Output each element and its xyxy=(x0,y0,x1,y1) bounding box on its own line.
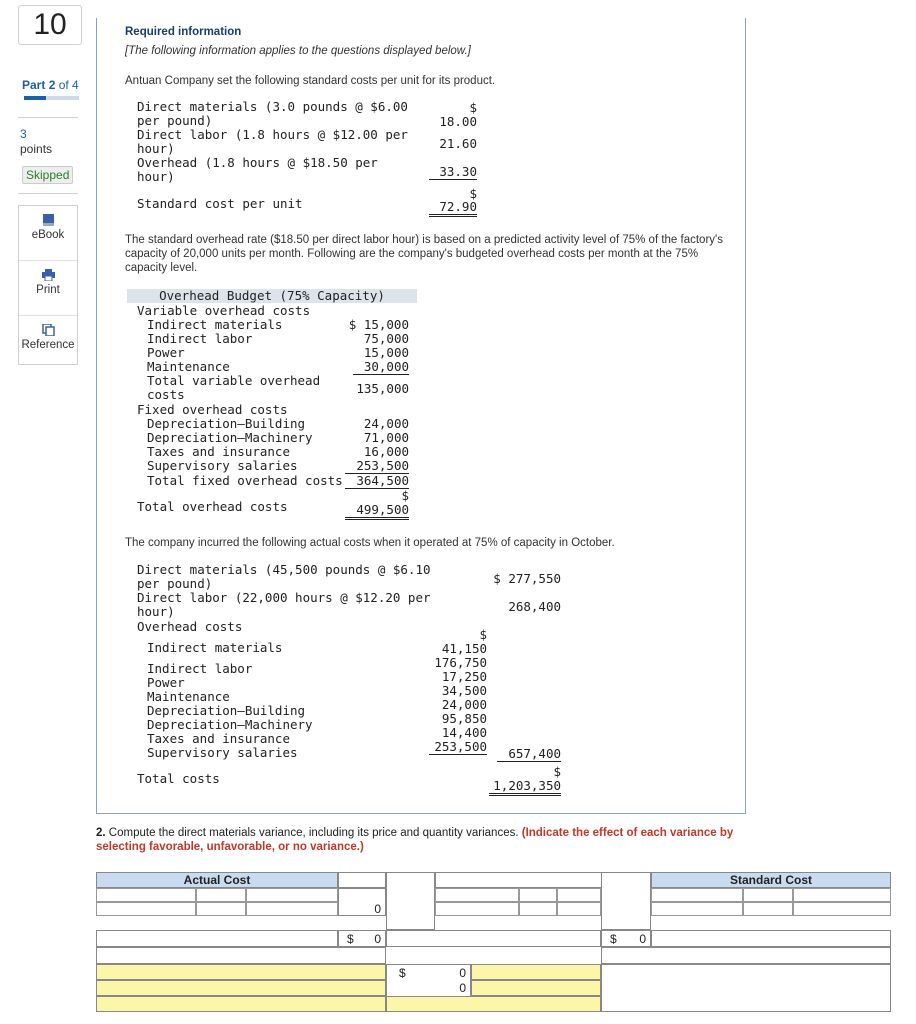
budget-row-value: 253,500 xyxy=(345,458,409,474)
part-current: 2 xyxy=(48,78,56,92)
question-text xyxy=(96,826,756,854)
mid-operator-select[interactable] xyxy=(519,888,557,902)
actual-result-cell xyxy=(338,888,386,916)
actual-dm-value: $ 277,550 xyxy=(493,571,561,586)
actual-dm-label: Direct materials (45,500 pounds @ $6.10 per pound) xyxy=(137,562,431,591)
actual-row-value: 17,250 xyxy=(441,669,487,684)
dollar-sign: $ xyxy=(610,932,617,946)
actual-row-label: Indirect materials xyxy=(147,640,283,655)
budget-row-label: Depreciation—Machinery xyxy=(147,430,313,445)
standard-operator-select[interactable] xyxy=(743,902,793,916)
std-oh-label: Overhead (1.8 hours @ $18.50 per hour) xyxy=(137,155,378,184)
grid-cell xyxy=(96,930,338,947)
actual-row-label: Depreciation—Machinery xyxy=(147,717,313,732)
standard-quantity-input[interactable] xyxy=(651,888,743,902)
points xyxy=(20,127,52,157)
book-icon xyxy=(42,214,55,226)
actual-row-label: Depreciation—Building xyxy=(147,703,306,718)
reference-button[interactable] xyxy=(19,324,77,364)
required-information-box xyxy=(96,18,746,814)
actual-result-value: 0 xyxy=(374,902,381,916)
total-overhead-value: 499,500 xyxy=(345,502,409,520)
std-total-label: Standard cost per unit xyxy=(137,196,303,211)
grid-cell xyxy=(386,930,601,947)
total-fixed-value: 364,500 xyxy=(345,473,409,489)
std-dm-label: Direct materials (3.0 pounds @ $6.00 per pound) xyxy=(137,99,408,128)
overhead-total-value: 657,400 xyxy=(497,746,561,762)
mid-quantity-input[interactable] xyxy=(435,902,519,916)
variable-heading: Variable overhead costs xyxy=(137,303,311,318)
total-overhead-label: Total overhead costs xyxy=(137,499,288,514)
actual-row-value: 176,750 xyxy=(434,655,487,670)
overhead-budget-table xyxy=(127,289,417,519)
actual-row-dollar: $ xyxy=(479,627,487,642)
actual-row-value: 41,150 xyxy=(441,641,487,656)
part-indicator xyxy=(22,78,79,92)
overhead-heading: Overhead costs xyxy=(137,619,243,634)
dollar-sign: $ xyxy=(399,966,406,980)
intro-text: Antuan Company set the following standard costs per unit for its product. xyxy=(125,75,496,87)
grid-cell xyxy=(338,872,386,888)
actual-operator-select[interactable] xyxy=(196,902,246,916)
budget-row-label: Power xyxy=(147,345,185,360)
question-number: 10 xyxy=(18,5,82,45)
points-value: 3 xyxy=(20,127,27,141)
question-instruction: (Indicate the effect of each variance by selecting favorable, unfavorable, or no variance.) xyxy=(96,827,734,853)
quantity-variance-value: 0 xyxy=(459,981,466,995)
actual-quantity-input[interactable] xyxy=(96,888,196,902)
budget-row-label: Taxes and insurance xyxy=(147,444,290,459)
total-fixed-label: Total fixed overhead costs xyxy=(147,473,343,488)
budget-row-label: Indirect labor xyxy=(147,331,253,346)
mid-operator-select[interactable] xyxy=(519,902,557,916)
mid-price-input[interactable] xyxy=(557,902,601,916)
actual-row-label: Taxes and insurance xyxy=(147,731,290,746)
budget-row-value: 24,000 xyxy=(363,416,409,431)
part-progress-bar xyxy=(24,96,79,100)
budget-row-value: 30,000 xyxy=(353,359,409,375)
standard-total-value: 0 xyxy=(639,932,646,946)
quantity-variance-effect-select[interactable] xyxy=(471,980,601,996)
print-button[interactable] xyxy=(19,269,77,316)
actual-row-label: Supervisory salaries xyxy=(147,745,298,760)
divider xyxy=(18,117,78,118)
grid-cell xyxy=(601,947,891,964)
budget-row-value: 16,000 xyxy=(363,444,409,459)
budget-row-value: 15,000 xyxy=(363,345,409,360)
budget-row-label: Maintenance xyxy=(147,359,230,374)
grid-cell xyxy=(96,947,386,964)
fixed-heading: Fixed overhead costs xyxy=(137,402,288,417)
budget-row-label: Indirect materials xyxy=(147,317,283,332)
total-costs-dollar: $ xyxy=(553,764,561,779)
standard-total-cell xyxy=(601,930,651,947)
variance-answer-grid xyxy=(96,872,891,1012)
actual-paragraph: The company incurred the following actual costs when it operated at 75% of capacity in October. xyxy=(125,537,615,549)
ebook-label: eBook xyxy=(31,229,65,241)
actual-cost-header: Actual Cost xyxy=(96,872,338,888)
standard-cost-table xyxy=(137,100,477,215)
total-costs-label: Total costs xyxy=(137,771,220,786)
standard-quantity-input[interactable] xyxy=(651,902,743,916)
ebook-button[interactable] xyxy=(19,214,77,261)
actual-row-label: Indirect labor xyxy=(147,661,253,676)
total-overhead-dollar: $ xyxy=(401,488,409,503)
tool-panel xyxy=(18,205,78,365)
budget-row-value: 75,000 xyxy=(363,331,409,346)
actual-price-input[interactable] xyxy=(246,888,338,902)
part-label: Part xyxy=(22,78,46,92)
part-of: of 4 xyxy=(58,78,79,92)
copy-icon xyxy=(42,324,55,336)
standard-price-input[interactable] xyxy=(793,902,891,916)
actual-total-cell xyxy=(338,930,386,947)
actual-row-value: 14,400 xyxy=(441,725,487,740)
standard-cost-header: Standard Cost xyxy=(651,872,891,888)
printer-icon xyxy=(42,269,55,281)
quantity-variance-label-select[interactable] xyxy=(96,980,386,996)
total-variance-label-select[interactable] xyxy=(96,996,386,1012)
budget-header: Overhead Budget (75% Capacity) xyxy=(127,289,417,303)
reference-label: Reference xyxy=(21,339,75,351)
standard-price-input[interactable] xyxy=(793,888,891,902)
budget-row-value: $ 15,000 xyxy=(348,317,409,332)
actual-price-input[interactable] xyxy=(246,902,338,916)
actual-row-value: 253,500 xyxy=(429,739,487,755)
std-dm-dollar: $ xyxy=(469,100,477,115)
divider xyxy=(18,193,78,194)
actual-quantity-input[interactable] xyxy=(96,902,196,916)
question-body: Compute the direct materials variance, including its price and quantity variances. xyxy=(108,827,519,839)
actual-row-label: Power xyxy=(147,675,185,690)
actual-total-value: 0 xyxy=(374,932,381,946)
grid-cell xyxy=(601,964,891,1012)
info-title: Required information xyxy=(125,26,242,38)
actual-row-value: 24,000 xyxy=(441,697,487,712)
std-dl-label: Direct labor (1.8 hours @ $12.00 per hour) xyxy=(137,127,408,156)
price-variance-value: 0 xyxy=(459,966,466,980)
overhead-paragraph: The standard overhead rate ($18.50 per direct labor hour) is based on a predicted activity level of 75% of the factory's capacity of 20,000 units per month. Following are the company's budgeted overhead costs per month at the 75% capacity level. xyxy=(125,234,723,274)
actual-dl-value: 268,400 xyxy=(508,599,561,614)
question-number-label: 2. xyxy=(96,827,106,839)
std-dm-value: 18.00 xyxy=(439,114,477,129)
std-oh-value: 33.30 xyxy=(429,164,477,180)
std-dl-value: 21.60 xyxy=(439,136,477,151)
mid-price-input[interactable] xyxy=(557,888,601,902)
actual-cost-table xyxy=(137,563,567,793)
dollar-sign: $ xyxy=(347,932,354,946)
actual-row-value: 34,500 xyxy=(441,683,487,698)
total-variable-label: Total variable overhead costs xyxy=(147,373,321,402)
budget-row-label: Depreciation—Building xyxy=(147,416,306,431)
budget-row-label: Supervisory salaries xyxy=(147,458,298,473)
actual-dl-label: Direct labor (22,000 hours @ $12.20 per hour) xyxy=(137,590,431,619)
std-total-dollar: $ xyxy=(469,186,477,201)
actual-row-value: 95,850 xyxy=(441,711,487,726)
price-variance-label-select[interactable] xyxy=(96,964,386,980)
points-label: points xyxy=(20,142,53,156)
info-note: [The following information applies to the questions displayed below.] xyxy=(125,45,471,57)
price-variance-effect-select[interactable] xyxy=(471,964,601,980)
total-variable-value: 135,000 xyxy=(356,381,409,396)
mid-quantity-input[interactable] xyxy=(435,888,519,902)
grid-cell xyxy=(386,872,435,930)
budget-row-value: 71,000 xyxy=(363,430,409,445)
total-costs-value: 1,203,350 xyxy=(489,778,561,796)
standard-operator-select[interactable] xyxy=(743,888,793,902)
std-total-value: 72.90 xyxy=(429,199,477,217)
print-label: Print xyxy=(36,284,60,296)
actual-row-label: Maintenance xyxy=(147,689,230,704)
total-variance-effect-select[interactable] xyxy=(386,996,601,1012)
status-badge: Skipped xyxy=(22,166,73,184)
grid-cell xyxy=(651,930,891,947)
actual-operator-select[interactable] xyxy=(196,888,246,902)
grid-cell xyxy=(601,872,651,930)
